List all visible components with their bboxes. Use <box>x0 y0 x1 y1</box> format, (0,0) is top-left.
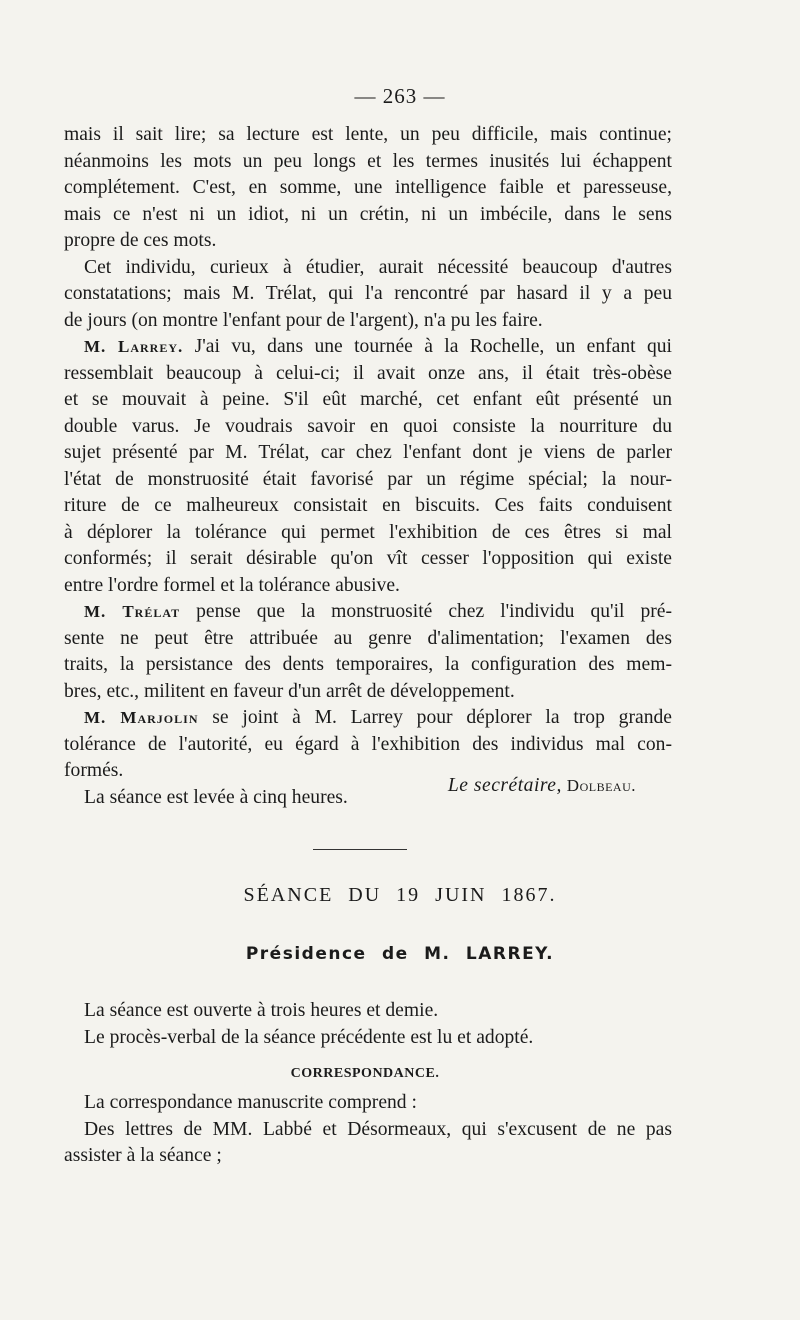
text-line: bres, etc., militent en faveur d'un arrêt de développement. <box>64 680 515 702</box>
text-line <box>64 705 672 732</box>
text-line: tolérance de l'autorité, eu égard à l'exhibition des individus mal con- <box>64 733 672 755</box>
text-line: mais ce n'est ni un idiot, ni un crétin, ni un imbécile, dans le sens <box>64 203 672 225</box>
speech-start: pense que la monstruosité chez l'individu qu'il pré- <box>196 601 672 622</box>
paragraph-intro <box>64 122 672 255</box>
text-line: Le procès-verbal de la séance précédente est lu et adopté. <box>84 1026 534 1048</box>
page-number: — 263 — <box>354 84 446 108</box>
text-line: Des lettres de MM. Labbé et Désormeaux, qui s'excusent de ne pas <box>84 1118 672 1140</box>
text-line: ressemblait beaucoup à celui-ci; il avait onze ans, il était très-obèse <box>64 362 672 384</box>
speech-start: se joint à M. Larrey pour déplorer la trop grande <box>212 707 672 728</box>
section-divider <box>313 849 407 850</box>
seance-title: SÉANCE DU 19 JUIN 1867. <box>243 884 557 906</box>
text-line: La correspondance manuscrite comprend : <box>84 1092 417 1113</box>
text-line: entre l'ordre formel et la tolérance abusive. <box>64 574 400 596</box>
section-heading: CORRESPONDANCE. <box>290 1066 440 1081</box>
signature-role: Le secrétaire, <box>447 775 562 796</box>
text-line: propre de ces mots. <box>64 230 217 251</box>
text-line: l'état de monstruosité était favorisé par un régime spécial; la nour- <box>64 468 672 490</box>
speaker-name: M. Trélat <box>84 602 181 621</box>
text-line: complétement. C'est, en somme, une intelligence faible et paresseuse, <box>64 177 672 198</box>
text-line: assister à la séance ; <box>64 1145 222 1166</box>
text-line <box>64 334 672 361</box>
signature <box>448 775 636 797</box>
text-line: néanmoins les mots un peu longs et les termes inusités lui échappent <box>64 150 672 172</box>
text-line: sujet présenté par M. Trélat, car chez l'enfant dont je viens de parler <box>64 442 672 463</box>
correspondance-text <box>64 1090 672 1170</box>
text-line: constatations; mais M. Trélat, qui l'a rencontré par hasard il y a peu <box>64 283 672 304</box>
text-line: traits, la persistance des dents temporaires, la configuration des mem- <box>64 654 672 675</box>
speaker-name: M. Marjolin <box>84 708 199 727</box>
paragraph-marjolin <box>64 705 672 785</box>
text-line: formés. <box>64 760 124 781</box>
text-line: Cet individu, curieux à étudier, aurait nécessité beaucoup d'autres <box>84 256 672 278</box>
text-line: et se mouvait à peine. S'il eût marché, cet enfant eût présenté un <box>64 389 672 410</box>
text-line: sente ne peut être attribuée au genre d'alimentation; l'examen des <box>64 627 672 649</box>
body-text <box>64 122 672 811</box>
paragraph-larrey <box>64 334 672 599</box>
speaker-name: M. Larrey. <box>84 337 184 356</box>
text-line: à déplorer la tolérance qui permet l'exhibition de ces êtres si mal <box>64 521 672 543</box>
text-line: de jours (on montre l'enfant pour de l'argent), n'a pu les faire. <box>64 309 543 331</box>
paragraph-trelat <box>64 599 672 705</box>
text-line: conformés; il serait désirable qu'on vît cesser l'opposition qui existe <box>64 548 672 569</box>
paragraph-individu <box>64 255 672 335</box>
text-line: riture de ce malheureux consistait en biscuits. Ces faits conduisent <box>64 495 672 516</box>
text-line: mais il sait lire; sa lecture est lente, un peu difficile, mais continue; <box>64 124 672 145</box>
speech-start: J'ai vu, dans une tournée à la Rochelle, un enfant qui <box>194 336 672 357</box>
signature-name: Dolbeau. <box>566 776 636 795</box>
text-line: double varus. Je voudrais savoir en quoi consiste la nourriture du <box>64 415 672 437</box>
closing-line: La séance est levée à cinq heures. <box>84 786 348 808</box>
opening-text <box>64 998 672 1051</box>
text-line <box>64 599 672 626</box>
presidence-heading: Présidence de M. LARREY. <box>245 944 555 964</box>
text-line: La séance est ouverte à trois heures et demie. <box>84 1000 439 1021</box>
